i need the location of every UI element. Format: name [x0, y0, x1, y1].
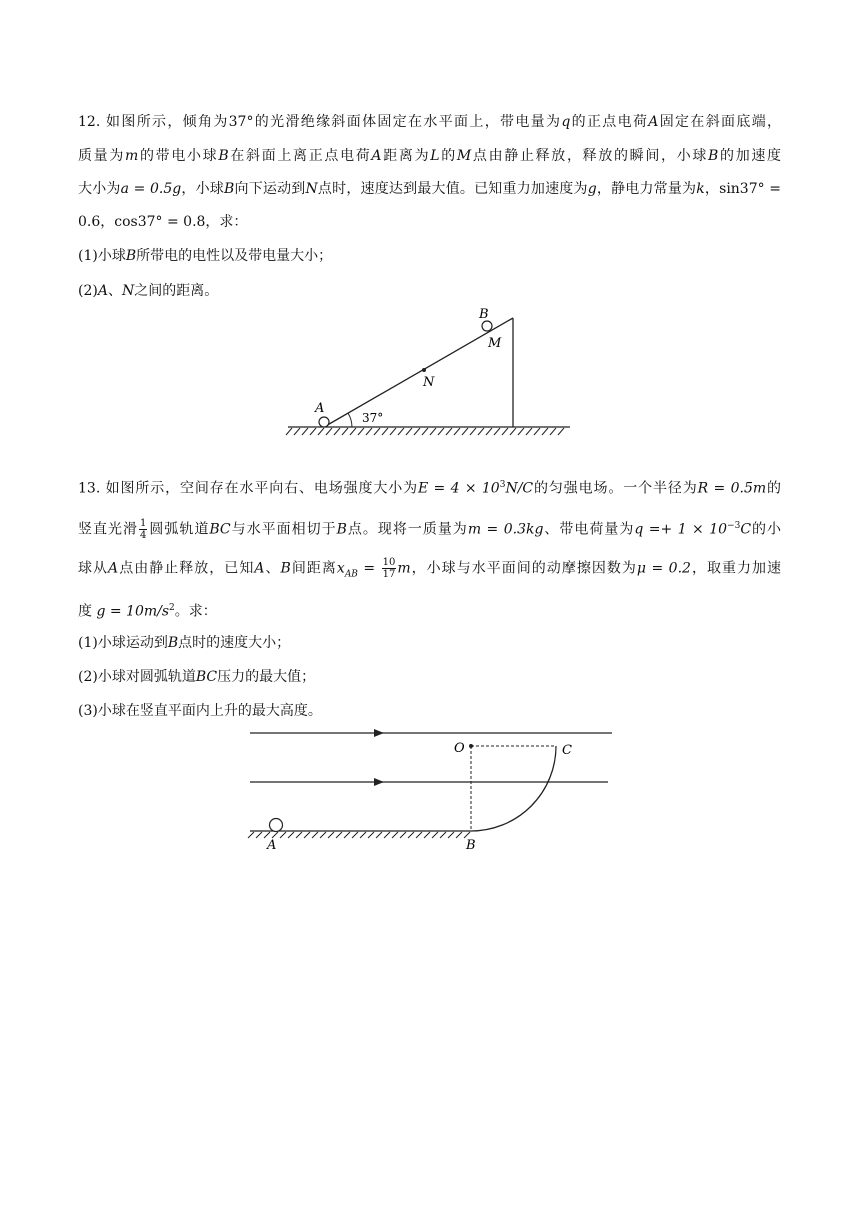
field-arrow-top [374, 729, 384, 737]
field-arrow-middle [374, 778, 384, 786]
label-b: B [479, 307, 489, 322]
q12-line-4: 0.6，cos37° = 0.8，求： [78, 214, 248, 230]
incline-surface [324, 318, 513, 427]
label-o: O [454, 741, 465, 756]
q13-line-3: 球从A点由静止释放，已知A、B间距离$x_{AB}$ = $\frac{10}{17}$ m，小球与水平面间的动摩擦因数为μ = 0.2，取重力加速 [78, 557, 782, 580]
charge-a [319, 417, 329, 427]
q13-part-3: (3)小球在竖直平面内上升的最大高度。 [78, 703, 322, 719]
quarter-fraction: $\frac{1}{4}$ [139, 518, 147, 542]
q13-line-4: 度 $g = 10m/s^2$。求： [78, 603, 217, 620]
label-a: A [315, 401, 325, 416]
q12-line-2: 质量为m的带电小球B在斜面上离正点电荷A距离为L的M点由静止释放，释放的瞬间，小球B的加速度 [78, 148, 782, 164]
q13-part-1: (1)小球运动到B点时的速度大小； [78, 635, 291, 651]
label-n: N [423, 375, 435, 390]
q12-incline-figure [280, 300, 580, 445]
point-n [422, 368, 426, 372]
q13-field-track-figure [240, 722, 620, 857]
distance-fraction: $\frac{10}{17}$ [382, 557, 396, 580]
q13-line-2: 竖直光滑 $\frac{1}{4}$ 圆弧轨道BC与水平面相切于B点。现将一质量为m = 0.3kg、带电荷量为$q =+ 1 \times 10^{-3}C$的小 [78, 518, 782, 542]
q12-line-3: 大小为a = 0.5g，小球B向下运动到N点时，速度达到最大值。已知重力加速度为g，静电力常量为k，sin37° = [78, 181, 782, 197]
label-b: B [466, 838, 476, 853]
ground-hatch [248, 832, 470, 838]
center-o [469, 744, 473, 748]
angle-label: 37° [362, 411, 384, 425]
ball-b [482, 321, 492, 331]
q13-part-2: (2)小球对圆弧轨道BC压力的最大值； [78, 669, 316, 685]
label-a: A [267, 838, 277, 853]
q12-part-2: (2)A、N之间的距离。 [78, 283, 219, 299]
q12-part-1: (1)小球B所带电的电性以及带电量大小； [78, 248, 333, 264]
angle-arc [348, 413, 352, 427]
ball-a [270, 819, 283, 832]
label-m: M [488, 336, 502, 351]
arc-track-bc [471, 746, 556, 831]
q12-line-1: 12. 如图所示，倾角为37°的光滑绝缘斜面体固定在水平面上，带电量为q的正点电荷A固定在斜面底端， [78, 114, 782, 130]
label-c: C [562, 743, 572, 758]
ground-hatch [286, 428, 564, 435]
q13-line-1: 13. 如图所示，空间存在水平向右、电场强度大小为$E = 4 \times 10^3N/C$的匀强电场。一个半径为R = 0.5m的 [78, 480, 782, 497]
